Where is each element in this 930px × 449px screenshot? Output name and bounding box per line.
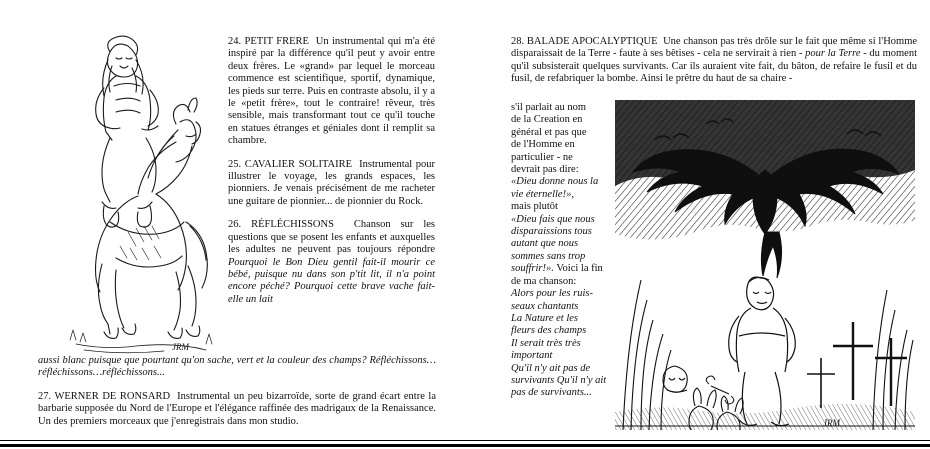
horse-rider-illustration [36,26,226,356]
paragraph-28-italic: pour la Terre [805,48,861,60]
narrow-line-2: général et pas que [511,126,587,138]
song-line-6: Qu'il n'y ait pas de [511,362,591,374]
paragraph-28-number: 28. [511,36,525,47]
paragraph-24-title: PETIT FRERE [244,36,309,47]
narrow-line-0: s'il parlait au nom [511,102,587,113]
song-line-2: La Nature et les [511,312,578,324]
song-line-4: Il serait très très [511,337,581,349]
paragraph-27-body: Instrumental un peu bizarroïde, sorte de grand écart entre la barbarie supposée du Nord de l'Europe et l'élégance raffinée des madrigaux de la Renaissance. Un des premiers morceaux que j'enregistrais dans mon studio. [38,390,436,427]
left-page [0,0,465,440]
paragraph-25-body: Instrumental pour illustrer le voyage, les grands espaces, les pionniers. Je venais précisément de me racheter une guitare de pionnier... de pionnier du Rock. [228,158,435,207]
paragraph-28-body-1: Une chanson pas très drôle sur le fait que même si l'Homme disparaissait de la Terre - faute à ses bêtises - cela ne servirait à rien - [511,36,918,60]
narrow-line-4: particulier - ne [511,151,573,163]
right-narrow-column [511,102,609,400]
paragraph-28-title: BALADE APOCALYPTIQUE [526,36,658,47]
song-line-3: fleurs des champs [511,325,587,337]
left-wide-text [38,355,436,428]
paragraph-27-title: WERNER DE RONSARD [54,390,171,402]
song-line-5: important [511,350,553,362]
paragraph-26-body: Chanson sur les questions que se posent les enfants et auxquelles les adultes ne peuvent pas toujours répondre [228,219,435,256]
quote-disappear: «Dieu fais que nous disparaissions tous autant que nous sommes sans trop souffrir!». [511,213,595,275]
song-line-8: pas de survivants... [511,387,592,399]
signature-right: JRM [823,418,840,428]
paragraph-26-continuation: aussi blanc puisque que pourtant qu'on sache, vert et la couleur des champs? Réfléchissons… réfléchissons…réfléchissons... [38,355,436,379]
quote-after: Voici la fin de ma chanson: [511,263,603,287]
paragraph-28-body-2: - du moment qu'il subsisterait quelques survivants. Car ils auraient vite fait, du bâton, de refaire le fusil et du fusil, de refabriquer la bombe. Ainsi le prêtre du haut de sa chaire - [511,48,918,85]
paragraph-26-italic: Pourquoi le Bon Dieu gentil fait-il mourir ce bébé, puisque nu dans son p'tit lit, il n'a point encore péché? Pourquoi cette brave vache fait-elle un lait [228,256,435,305]
paragraph-27-number: 27. [38,390,52,402]
paragraph-25-title: CAVALIER SOLITAIRE [244,158,353,170]
paragraph-26-number: 26. [228,219,242,231]
song-line-0: Alors pour les ruis- [511,288,593,300]
song-line-1: seaux chantants [511,300,579,312]
paragraph-24-body: Un instrumental qui m'a été inspiré par la différence qu'il peut y avoir entre deux frères. Le «grand» par lequel le morceau commence est scientifique, sportif, dynamique, les pieds sur terre. Puis en contraste absolu, il y a le «petit frère», tout le contraire! rêveur, très sensible, mais transformant tout ce qu'il touche en statues étranges et géniales dont il remplit sa chambre. [228,36,436,147]
paragraph-24 [228,36,435,148]
horse-rider-drawing [36,26,226,356]
quote-eternal-life: «Dieu donne nous la vie éternelle!», [511,176,599,200]
paragraph-25 [228,159,435,209]
paragraph-27 [38,391,436,428]
paragraph-28 [511,36,917,86]
page-divider-thick [0,444,930,447]
paragraph-26-title: RÉFLÉCHISSONS [251,219,334,231]
page-divider-thin [0,440,930,441]
apocalyptic-illustration [615,100,915,430]
narrow-line-1: de la Creation en [511,114,583,126]
paragraph-26 [228,219,435,306]
left-text-column [228,36,435,306]
narrow-line-5: devrait pas dire: [511,164,579,176]
song-line-7: survivants Qu'il n'y ait [511,374,607,386]
narrow-line-3: de l'Homme en [511,139,575,151]
paragraph-24-number: 24. [228,36,242,47]
signature-left: JRM [172,342,189,352]
apocalyptic-drawing [615,100,915,430]
right-page [465,0,930,440]
paragraph-25-number: 25. [228,158,242,170]
quote-connector: mais plutôt [511,201,558,213]
